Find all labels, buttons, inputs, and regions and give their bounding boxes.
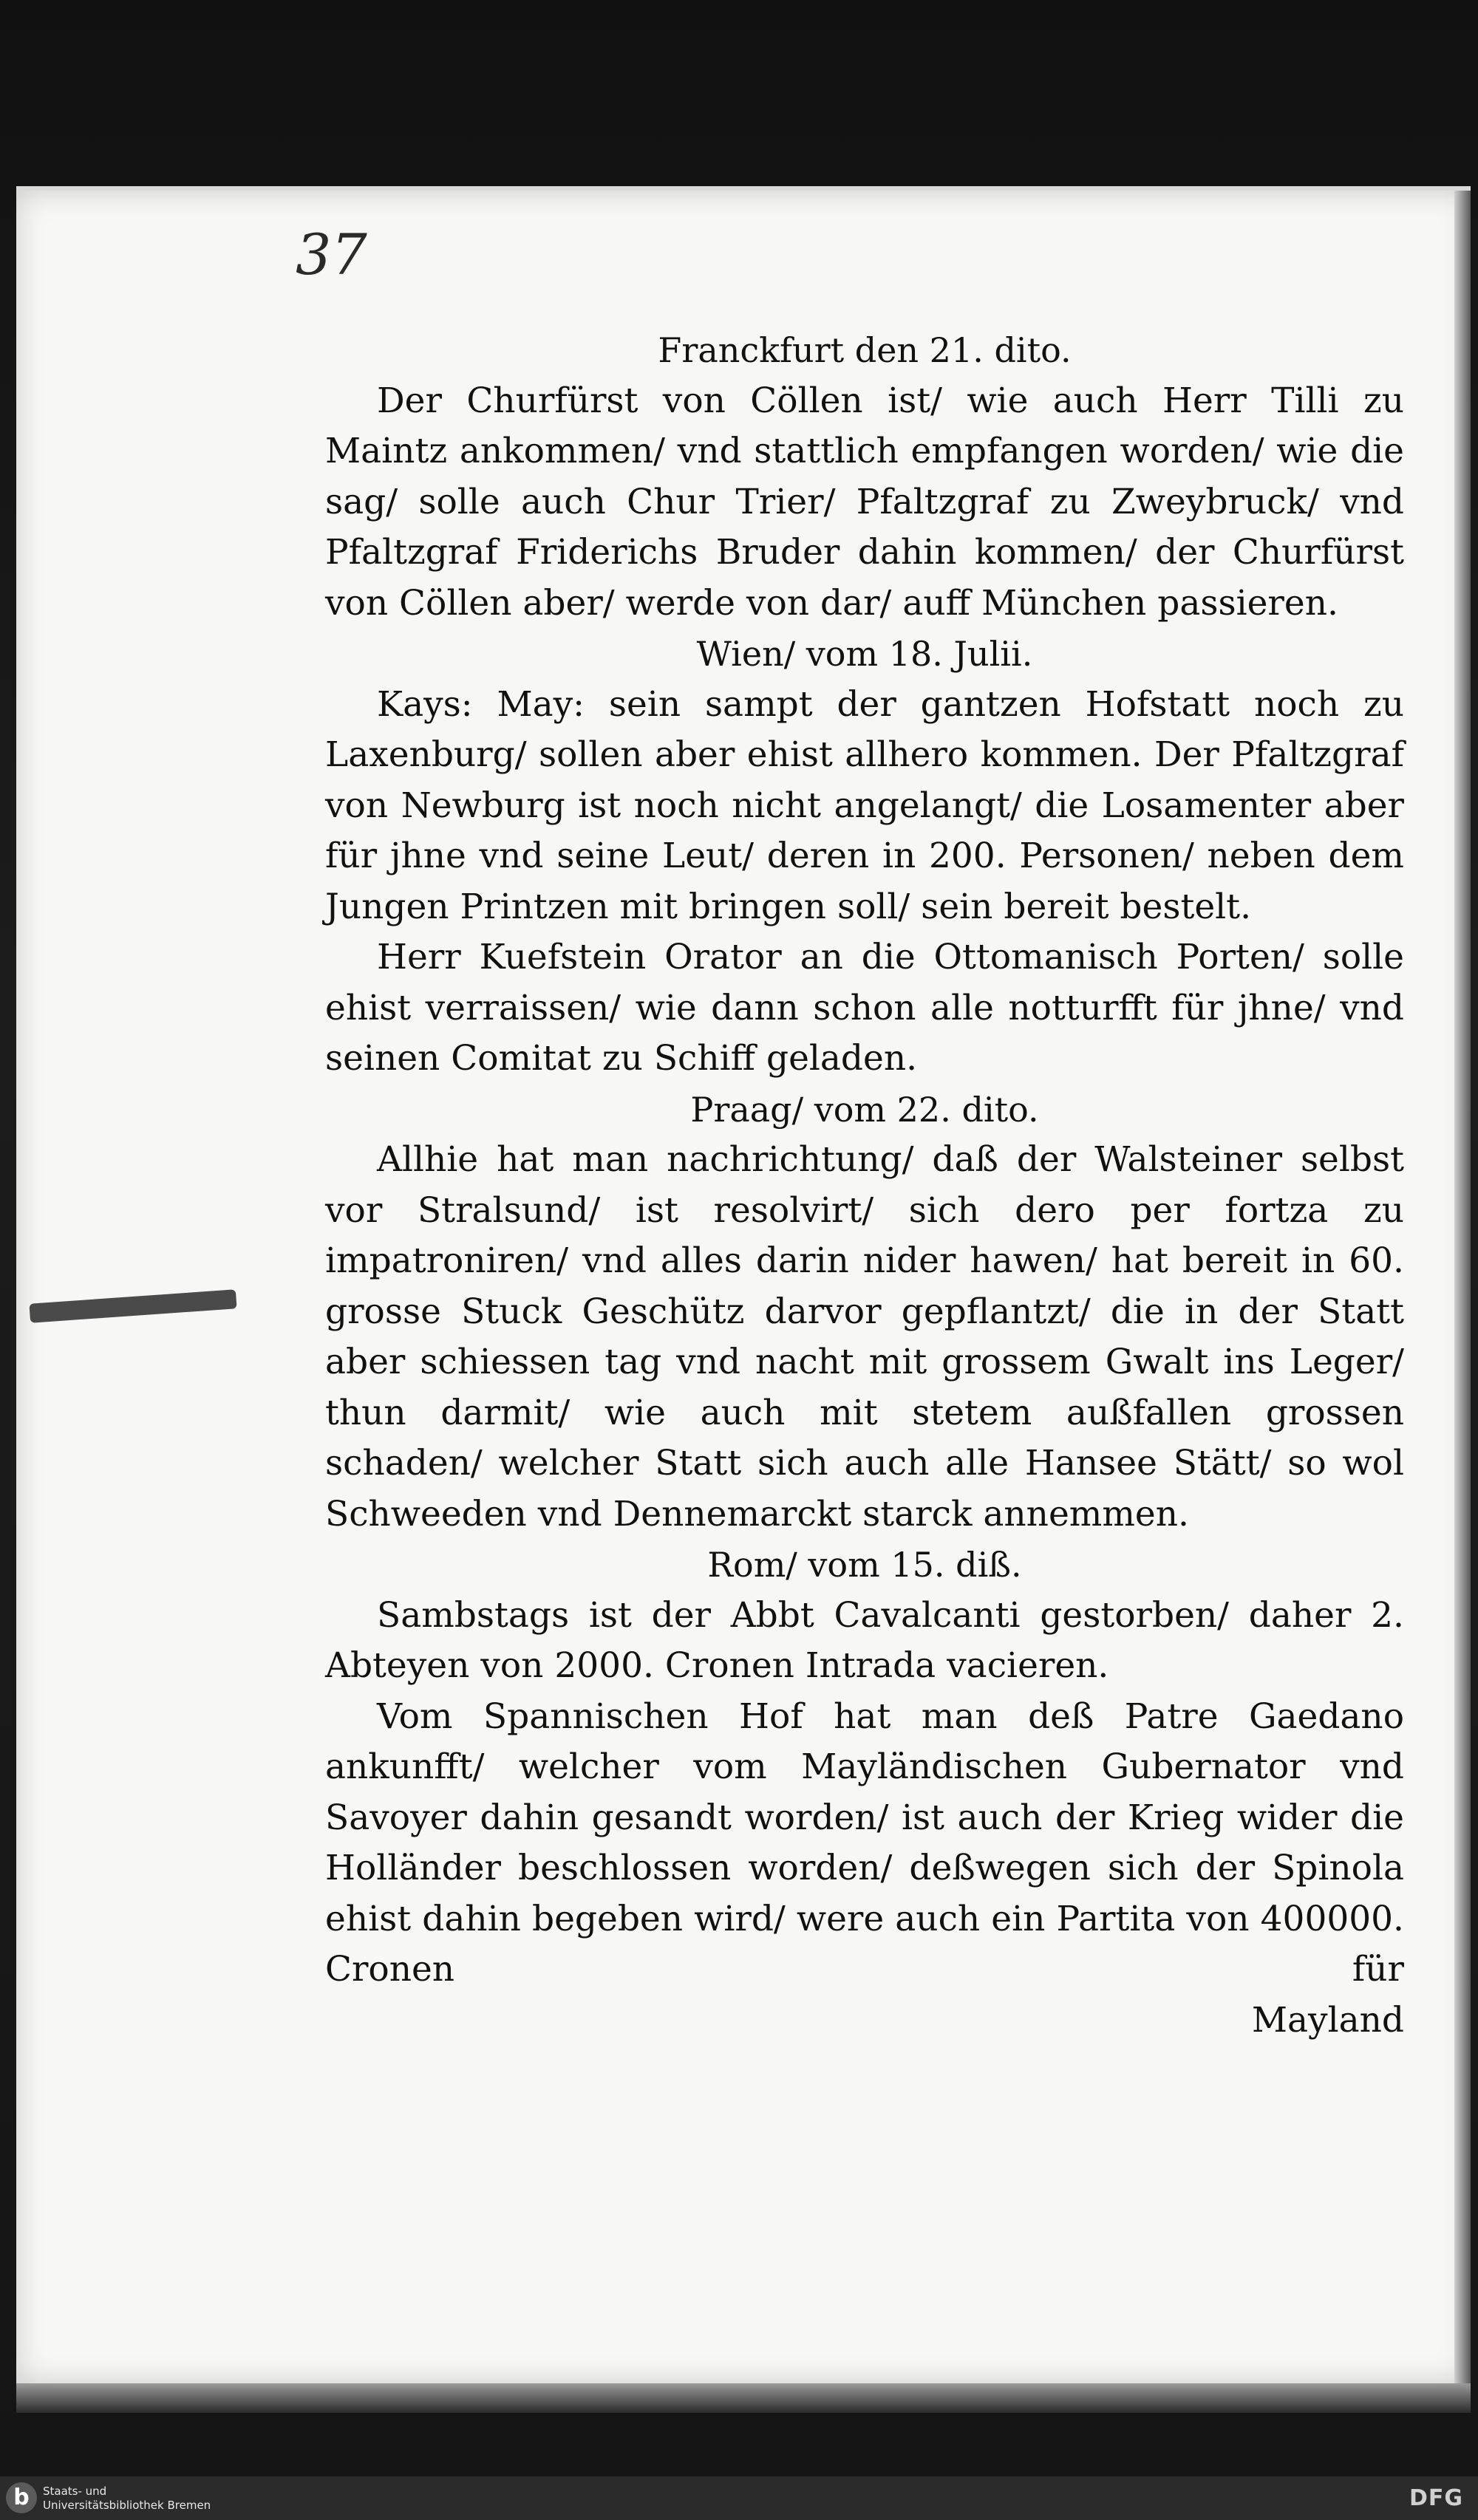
section-heading: Wien/ vom 18. Julii. bbox=[696, 634, 1033, 674]
paragraph: Der Churfürst von Cöllen ist/ wie auch Herr Tilli zu Maintz ankommen/ vnd stattlich empfangen worden/ wie die sag/ solle auch Chur Trier/ Pfaltzgraf zu Zweybruck/ vnd Pfaltzgraf Friderichs Bruder dahin kommen/ der Churfürst von Cöllen aber/ werde von dar/ auff München passieren. bbox=[325, 380, 1404, 624]
paragraph: Vom Spannischen Hof hat man deß Patre Gaedano ankunfft/ welcher vom Mayländischen Gubernator vnd Savoyer dahin gesandt worden/ ist auch der Krieg wider die Holländer beschlossen worden/ deßwegen sich der Spinola ehist dahin begeben wird/ were auch ein Partita von 400000. Cronen für bbox=[325, 1696, 1404, 1990]
paragraph: Sambstags ist der Abbt Cavalcanti gestorben/ daher 2. Abteyen von 2000. Cronen Intrada vacieren. bbox=[325, 1594, 1404, 1686]
paragraph: Allhie hat man nachrichtung/ daß der Walsteiner selbst vor Stralsund/ ist resolvirt/ sich dero per fortza zu impatroniren/ vnd alles darin nider hawen/ hat bereit in 60. grosse Stuck Geschütz darvor gepflantzt/ die in der Statt aber schiessen tag vnd nacht mit grossem Gwalt ins Leger/ thun darmit/ wie auch mit stetem außfallen grossen schaden/ welcher Statt sich auch alle Hansee Stätt/ so wol Schweeden vnd Dennemarckt starck annemmen. bbox=[325, 1139, 1404, 1534]
section-heading: Praag/ vom 22. dito. bbox=[690, 1089, 1039, 1130]
library-logo-icon[interactable]: b bbox=[6, 2482, 37, 2513]
dfg-logo[interactable]: DFG bbox=[1409, 2485, 1463, 2511]
library-name-line-2: Universitätsbibliothek Bremen bbox=[43, 2499, 211, 2512]
paragraph: Kays: May: sein sampt der gantzen Hofstatt noch zu Laxenburg/ sollen aber ehist allhero kommen. Der Pfaltzgraf von Newburg ist noch nicht angelangt/ die Losamenter aber für jhne vnd seine Leut/ deren in 200. Personen/ neben dem Jungen Printzen mit bringen soll/ sein bereit bestelt. bbox=[325, 683, 1404, 927]
paragraph: Herr Kuefstein Orator an die Ottomanisch Porten/ solle ehist verraissen/ wie dann schon alle notturfft für jhne/ vnd seinen Comitat zu Schiff geladen. bbox=[325, 937, 1404, 1079]
library-name-line-1: Staats- und bbox=[43, 2485, 107, 2498]
library-name bbox=[43, 2485, 211, 2513]
viewer-footer bbox=[0, 2476, 1478, 2520]
page-number: 37 bbox=[296, 222, 367, 287]
section-heading: Franckfurt den 21. dito. bbox=[658, 330, 1072, 370]
text-block bbox=[325, 325, 1404, 2046]
page-edge bbox=[1454, 191, 1471, 2383]
page-shadow bbox=[16, 2383, 1471, 2413]
catchword: Mayland bbox=[1251, 1999, 1404, 2041]
section-heading: Rom/ vom 15. diß. bbox=[707, 1545, 1022, 1585]
